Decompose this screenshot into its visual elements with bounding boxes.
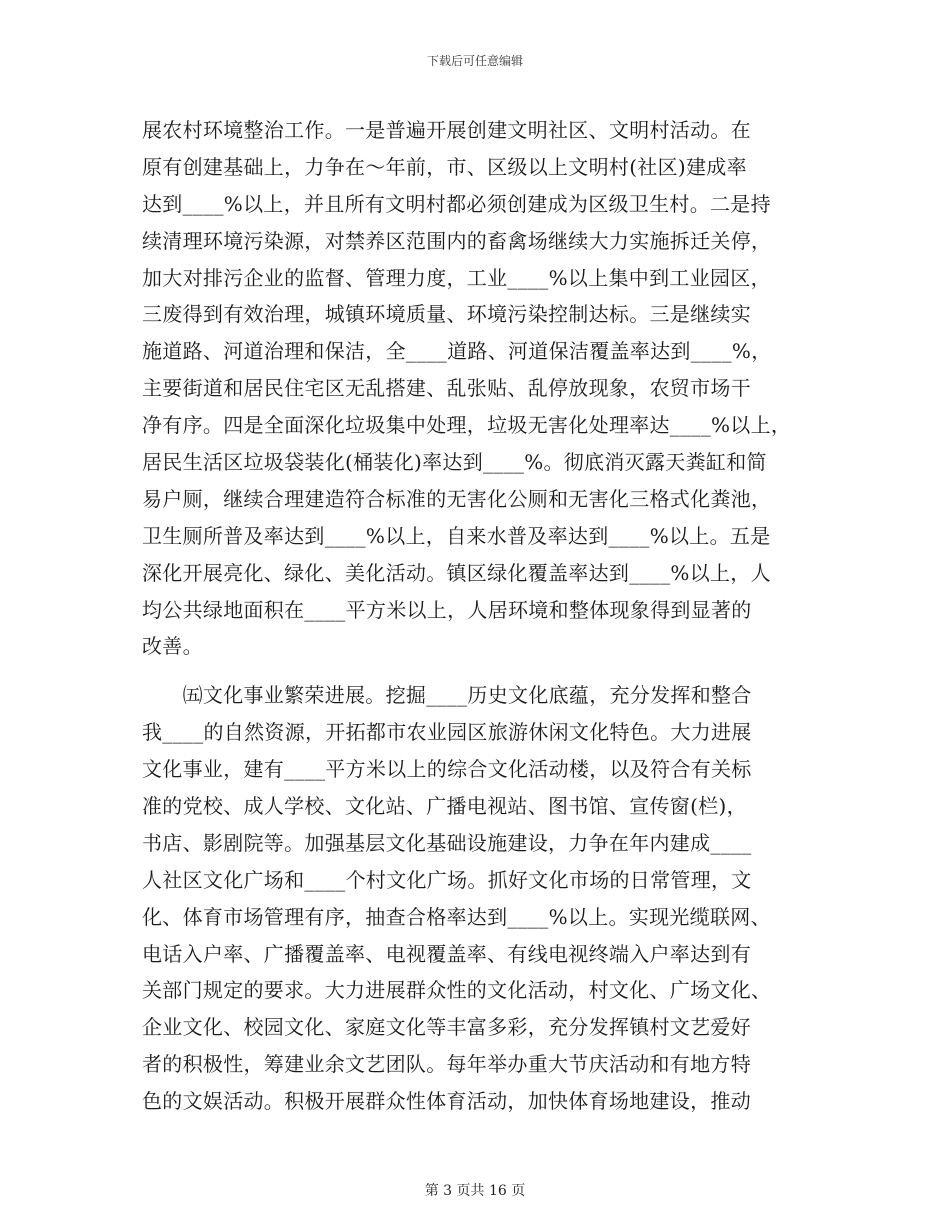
text-line: 准的党校、成人学校、文化站、广播电视站、图书馆、宣传窗(栏)，	[142, 794, 747, 819]
paragraph-gap	[142, 665, 822, 677]
text-line: 续清理环境污染源，对禁养区范围内的畜禽场继续大力实施拆迁关停，	[142, 228, 772, 253]
text-line: 人社区文化广场和____个村文化广场。抓好文化市场的日常管理，文	[142, 867, 752, 892]
text-line: 改善。	[142, 634, 203, 659]
text-line: 我____的自然资源，开拓都市农业园区旅游休闲文化特色。大力进展	[142, 720, 752, 745]
text-line: 文化事业，建有____平方米以上的综合文化活动楼，以及符合有关标	[142, 757, 752, 782]
text-line: 深化开展亮化、绿化、美化活动。镇区绿化覆盖率达到____%以上，人	[142, 560, 771, 585]
text-line: 均公共绿地面积在____平方米以上，人居环境和整体现象得到显著的	[142, 597, 752, 622]
text-line: 净有序。四是全面深化垃圾集中处理，垃圾无害化处理率达____%以上，	[142, 413, 792, 438]
text-line: 主要街道和居民住宅区无乱搭建、乱张贴、乱停放现象，农贸市场干	[142, 376, 751, 401]
text-line: 卫生厕所普及率达到____%以上，自来水普及率达到____%以上。五是	[142, 523, 771, 548]
document-body	[142, 112, 822, 1120]
page-number: 第 3 页共 16 页	[424, 1183, 526, 1199]
text-line: 施道路、河道治理和保洁，全____道路、河道保洁覆盖率达到____%，	[142, 339, 772, 364]
text-line: 达到____%以上，并且所有文明村都必须创建成为区级卫生村。二是持	[142, 191, 771, 216]
text-line: 者的积极性，筹建业余文艺团队。每年举办重大节庆活动和有地方特	[142, 1052, 751, 1077]
text-line: 三废得到有效治理，城镇环境质量、环境污染控制达标。三是继续实	[142, 302, 751, 327]
text-line: 展农村环境整治工作。一是普遍开展创建文明社区、文明村活动。在	[142, 118, 751, 142]
page-header-note: 下载后可任意编辑	[426, 54, 523, 68]
text-line: 原有创建基础上，力争在～年前，市、区级以上文明村(社区)建成率	[142, 154, 747, 179]
text-line: 易户厕，继续合理建造符合标准的无害化公厕和无害化三格式化粪池，	[142, 486, 772, 511]
text-line: 书店、影剧院等。加强基层文化基础设施建设，力争在年内建成____	[142, 830, 752, 855]
text-line: 居民生活区垃圾袋装化(桶装化)率达到____%。彻底消灭露天粪缸和简	[142, 450, 767, 475]
text-line: 企业文化、校园文化、家庭文化等丰富多彩，充分发挥镇村文艺爱好	[142, 1015, 751, 1040]
text-line: 关部门规定的要求。大力进展群众性的文化活动，村文化、广场文化、	[142, 978, 772, 1003]
text-line: ㈤文化事业繁荣进展。挖掘____历史文化底蕴，充分发挥和整合	[142, 683, 752, 708]
paragraph-environment	[142, 112, 822, 665]
text-line: 色的文娱活动。积极开展群众性体育活动，加快体育场地建设，推动	[142, 1089, 751, 1114]
text-line: 化、体育市场管理有序，抽查合格率达到____%以上。实现光缆联网、	[142, 904, 771, 929]
text-line: 电话入户率、广播覆盖率、电视覆盖率、有线电视终端入户率达到有	[142, 941, 751, 966]
text-line: 加大对排污企业的监督、管理力度，工业____%以上集中到工业园区，	[142, 265, 771, 290]
paragraph-culture	[142, 677, 822, 1120]
